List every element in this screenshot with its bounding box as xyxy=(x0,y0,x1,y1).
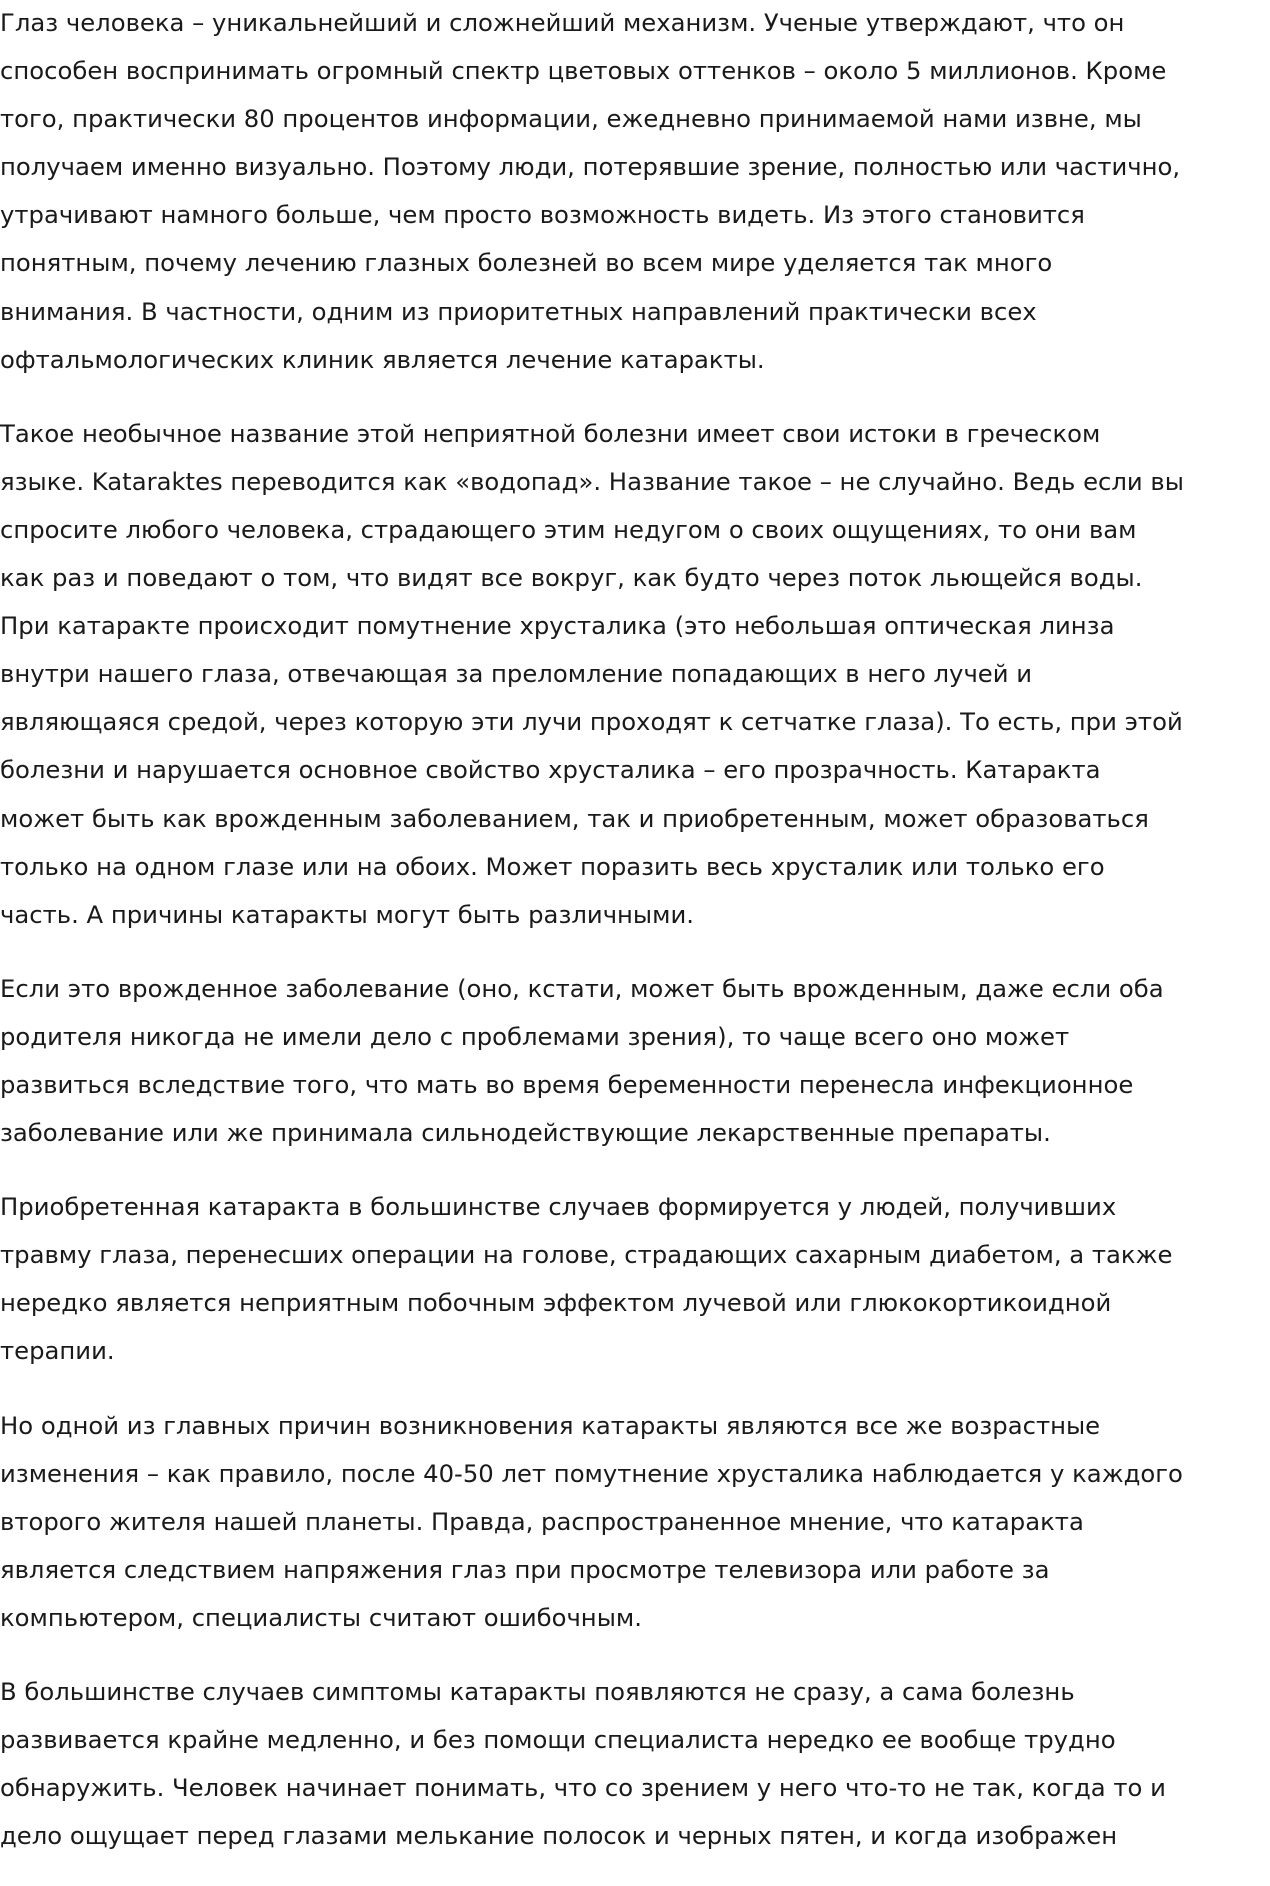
text-line: Если это врожденное заболевание (оно, кстати, может быть врожденным, даже если оба xyxy=(0,973,1164,1003)
text-line: развивается крайне медленно, и без помощи специалиста нередко ее вообще трудно xyxy=(0,1725,1116,1755)
text-line: Такое необычное название этой неприятной болезни имеет свои истоки в греческом xyxy=(0,418,1101,448)
text-line: Но одной из главных причин возникновения катаракты являются все же возрастные xyxy=(0,1410,1101,1440)
text-line: Глаз человека – уникальнейший и сложнейший механизм. Ученые утверждают, что он xyxy=(0,8,1125,37)
text-line: может быть как врожденным заболеванием, так и приобретенным, может образоваться xyxy=(0,803,1149,833)
paragraph xyxy=(0,965,1270,1157)
text-line: компьютером, специалисты считают ошибочным. xyxy=(0,1602,642,1632)
text-line: того, практически 80 процентов информации, ежедневно принимаемой нами извне, мы xyxy=(0,104,1142,134)
text-line: являющаяся средой, через которую эти лучи проходят к сетчатке глаза). То есть, при этой xyxy=(0,707,1183,737)
text-line: как раз и поведают о том, что видят все вокруг, как будто через поток льющейся воды. xyxy=(0,563,1143,593)
text-line: травму глаза, перенесших операции на голове, страдающих сахарным диабетом, а также xyxy=(0,1240,1173,1270)
paragraph xyxy=(0,1668,1270,1860)
text-line: только на одном глазе или на обоих. Может поразить весь хрусталик или только его xyxy=(0,851,1105,881)
text-line: заболевание или же принимала сильнодействующие лекарственные препараты. xyxy=(0,1118,1051,1148)
text-line: обнаружить. Человек начинает понимать, что со зрением у него что-то не так, когда то и xyxy=(0,1773,1166,1803)
text-line: утрачивают намного больше, чем просто возможность видеть. Из этого становится xyxy=(0,200,1085,230)
text-line: болезни и нарушается основное свойство хрусталика – его прозрачность. Катаракта xyxy=(0,755,1101,785)
text-line: развиться вследствие того, что мать во время беременности перенесла инфекционное xyxy=(0,1069,1134,1099)
text-line: терапии. xyxy=(0,1336,115,1366)
text-line: внимания. В частности, одним из приоритетных направлений практически всех xyxy=(0,296,1037,326)
text-line: является следствием напряжения глаз при просмотре телевизора или работе за xyxy=(0,1554,1050,1584)
paragraph xyxy=(0,1183,1270,1375)
text-line: дело ощущает перед глазами мелькание полосок и черных пятен, и когда изображен xyxy=(0,1821,1118,1851)
text-line: часть. А причины катаракты могут быть различными. xyxy=(0,899,694,929)
text-line: получаем именно визуально. Поэтому люди, потерявшие зрение, полностью или частично, xyxy=(0,152,1181,182)
paragraph xyxy=(0,410,1270,939)
text-line: При катаракте происходит помутнение хрусталика (это небольшая оптическая линза xyxy=(0,611,1115,641)
text-line: второго жителя нашей планеты. Правда, распространенное мнение, что катаракта xyxy=(0,1506,1084,1536)
text-line: родителя никогда не имели дело с проблемами зрения), то чаще всего оно может xyxy=(0,1021,1070,1051)
text-line: спросите любого человека, страдающего этим недугом о своих ощущениях, то они вам xyxy=(0,514,1137,544)
text-line: внутри нашего глаза, отвечающая за преломление попадающих в него лучей и xyxy=(0,659,1033,689)
text-line: офтальмологических клиник является лечение катаракты. xyxy=(0,344,765,374)
text-line: В большинстве случаев симптомы катаракты появляются не сразу, а сама болезнь xyxy=(0,1677,1075,1706)
paragraph xyxy=(0,0,1270,384)
paragraph xyxy=(0,1402,1270,1642)
text-line: понятным, почему лечению глазных болезней во всем мире уделяется так много xyxy=(0,248,1053,278)
text-line: способен воспринимать огромный спектр цветовых оттенков – около 5 миллионов. Кроме xyxy=(0,56,1167,86)
text-line: изменения – как правило, после 40-50 лет помутнение хрусталика наблюдается у каждого xyxy=(0,1458,1183,1488)
text-line: Приобретенная катаракта в большинстве случаев формируется у людей, получивших xyxy=(0,1192,1117,1222)
text-line: нередко является неприятным побочным эффектом лучевой или глюкокортикоидной xyxy=(0,1288,1112,1318)
text-line: языке. Kataraktes переводится как «водопад». Название такое – не случайно. Ведь если вы xyxy=(0,466,1184,496)
